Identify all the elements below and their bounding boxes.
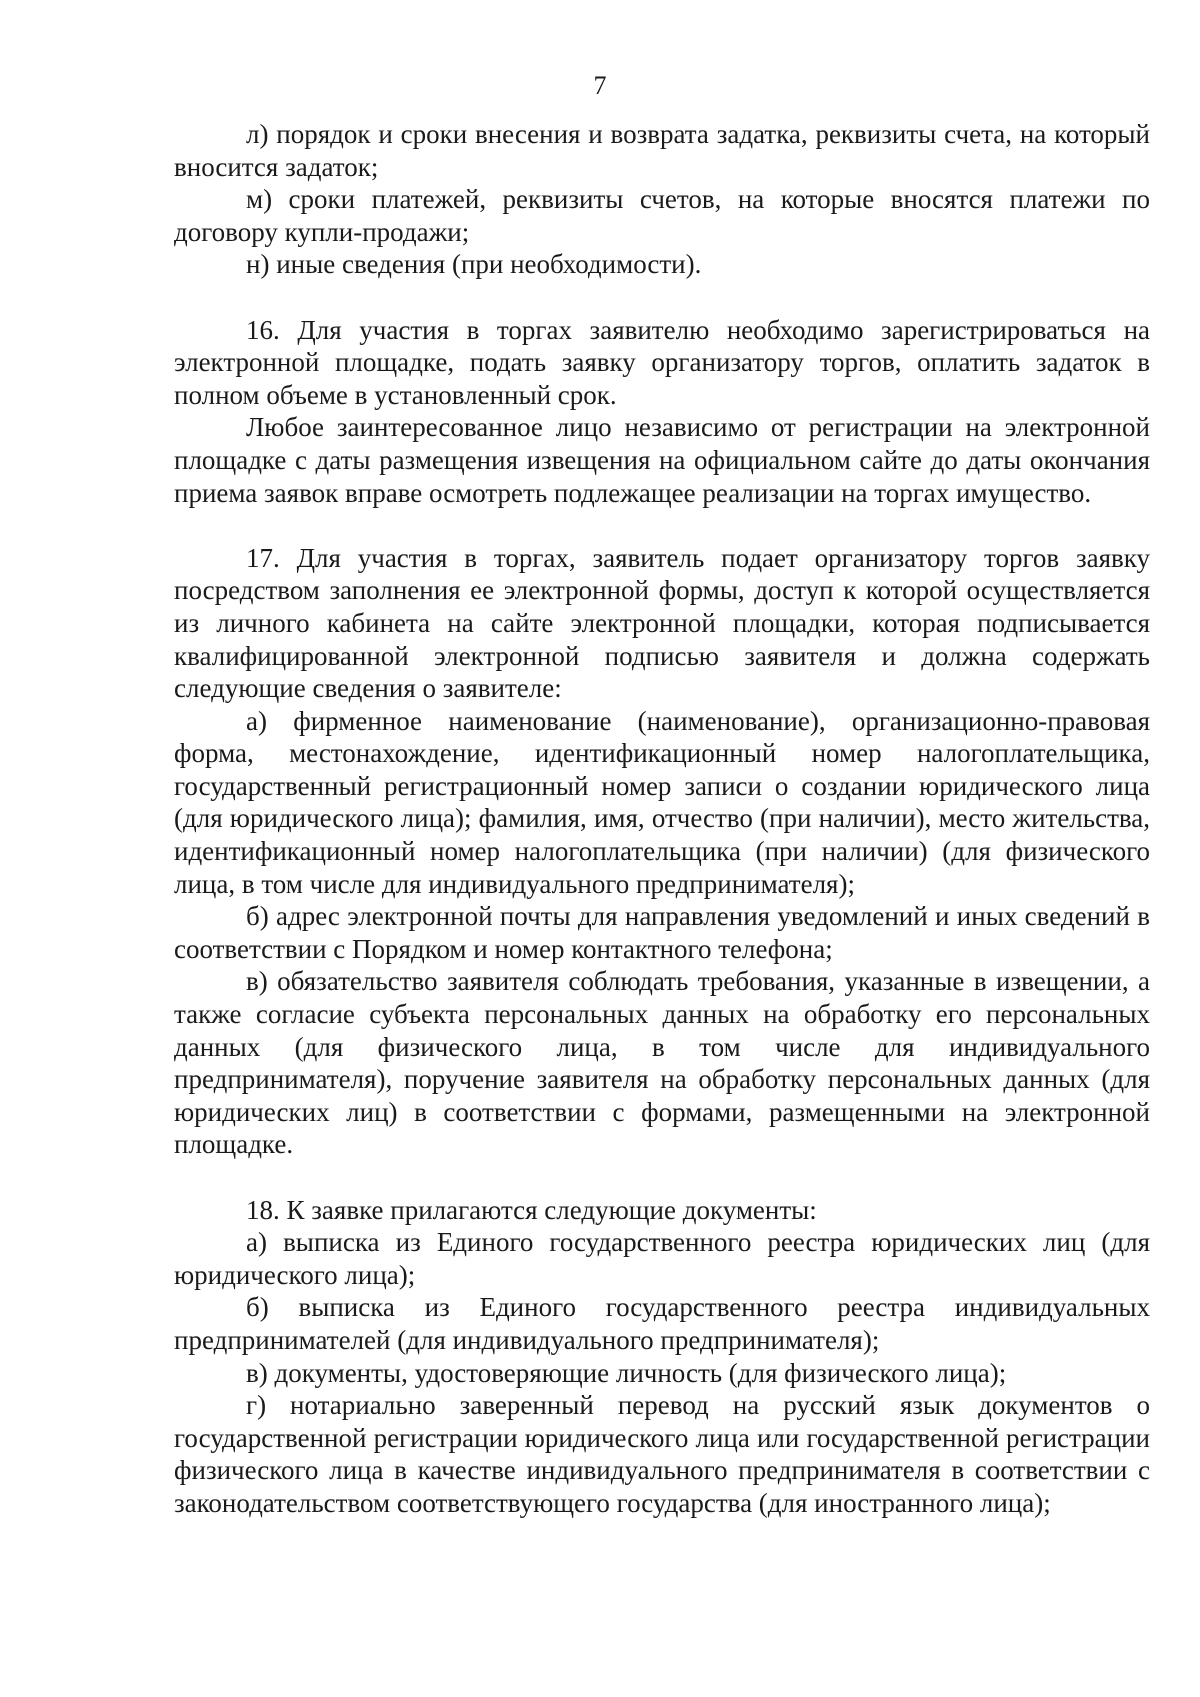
paragraph-gap [174, 509, 1150, 542]
clause-18-item-c: в) документы, удостоверяющие личность (для физического лица); [246, 1357, 1007, 1388]
clause-16-inspection: Любое заинтересованное лицо независимо от регистрации на электронной площадке с даты размещения извещения на официальном сайте до даты окончания приема заявок вправе осмотреть подлежащее реализации на торгах имущество. [174, 412, 1150, 508]
page-number: 7 [593, 71, 607, 100]
clause-17: 17. Для участия в торгах, заявитель подает организатору торгов заявку посредством заполнения ее электронной формы, доступ к которой осуществляется из личного кабинета на сайте электронной площадки, которая подписывается квалифицированной электронной подписью заявителя и должна содержать следующие сведения о заявителе: [174, 542, 1150, 704]
paragraph-gap [174, 1161, 1150, 1194]
clause-16: 16. Для участия в торгах заявителю необходимо зарегистрироваться на электронной площадке, подать заявку организатору торгов, оплатить задаток в полном объеме в установленный срок. [174, 314, 1150, 410]
paragraph-gap [174, 281, 1150, 314]
clause-18-item-b: б) выписка из Единого государственного реестра индивидуальных предпринимателей (для индивидуального предпринимателя); [174, 1292, 1150, 1355]
item-l-deposit-terms: л) порядок и сроки внесения и возврата задатка, реквизиты счета, на который вносится задаток; [174, 119, 1150, 182]
clause-17-item-a: а) фирменное наименование (наименование), организационно-правовая форма, местонахождение, идентификационный номер налогоплательщика, государственный регистрационный номер записи о создании юридического лица (для юридического лица); фамилия, имя, отчество (при наличии), место жительства, идентификационный номер налогоплательщика (при наличии) (для физического лица, в том числе для индивидуального предпринимателя); [174, 705, 1150, 899]
clause-18-item-d: г) нотариально заверенный перевод на русский язык документов о государственной регистрации юридического лица или государственной регистрации физического лица в качестве индивидуального предпринимателя в соответствии с законодательством соответствующего государства (для иностранного лица); [174, 1390, 1150, 1518]
item-n-other-info: н) иные сведения (при необходимости). [246, 249, 702, 280]
clause-18-item-a: а) выписка из Единого государственного реестра юридических лиц (для юридического лица); [174, 1227, 1150, 1290]
clause-18: 18. К заявке прилагаются следующие документы: [246, 1194, 817, 1225]
document-body [174, 118, 1150, 1520]
clause-17-item-b: б) адрес электронной почты для направления уведомлений и иных сведений в соответствии с Порядком и номер контактного телефона; [174, 901, 1150, 964]
clause-17-item-c: в) обязательство заявителя соблюдать требования, указанные в извещении, а также согласие субъекта персональных данных на обработку его персональных данных (для физического лица, в том числе для индивидуального предпринимателя), поручение заявителя на обработку персональных данных (для юридических лиц) в соответствии с формами, размещенными на электронной площадке. [174, 966, 1150, 1160]
item-m-payment-terms: м) сроки платежей, реквизиты счетов, на которые вносятся платежи по договору купли-продажи; [174, 184, 1150, 247]
